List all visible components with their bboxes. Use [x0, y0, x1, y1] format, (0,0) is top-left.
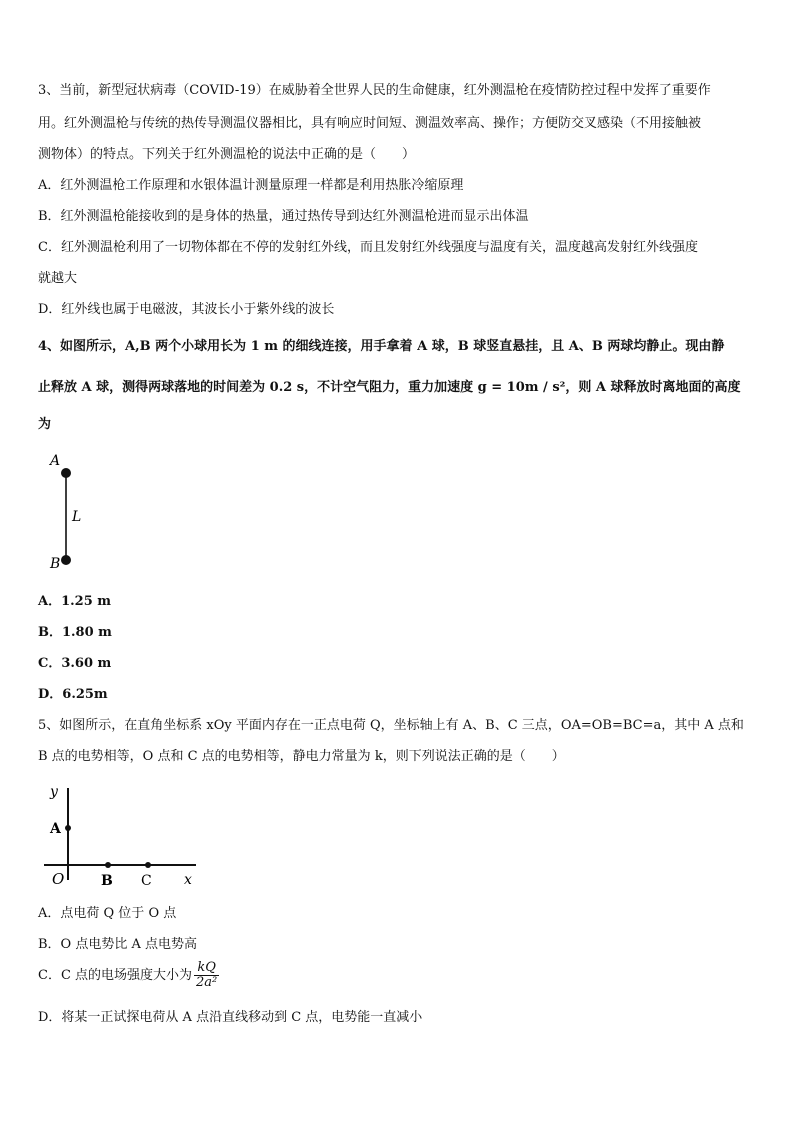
q3-stem-line-2: 用。红外测温枪与传统的热传导测温仪器相比，具有响应时间短、测温效率高、操作；方便防交叉感染（不用接触被: [38, 116, 702, 131]
q4-option-d: D．6.25m: [38, 687, 108, 702]
q4-option-b: B．1.80 m: [38, 625, 112, 640]
q3-option-b: B．红外测温枪能接收到的是身体的热量，通过热传导到达红外测温枪进而显示出体温: [38, 209, 529, 224]
q4-label-l: L: [72, 509, 82, 525]
q5-stem-line-1: 5、如图所示，在直角坐标系 xOy 平面内存在一正点电荷 Q，坐标轴上有 A、B、C 三点，OA=OB=BC=a，其中 A 点和: [38, 718, 744, 733]
q4-option-c: C．3.60 m: [38, 656, 112, 671]
q5-option-d: D．将某一正试探电荷从 A 点沿直线移动到 C 点，电势能一直减小: [38, 1010, 423, 1025]
q3-option-c-line-1: C．红外测温枪利用了一切物体都在不停的发射红外线，而且发射红外线强度与温度有关，温度越高发射红外线强度: [38, 240, 698, 255]
q5-label-c: C: [141, 873, 152, 889]
q5-coordinate-figure: [36, 780, 206, 892]
q5-fraction-numerator: kQ: [194, 961, 219, 976]
q4-ball-b: [61, 555, 71, 565]
q5-option-a: A．点电荷 Q 位于 O 点: [38, 906, 177, 921]
q5-stem-line-2: B 点的电势相等，O 点和 C 点的电势相等，静电力常量为 k，则下列说法正确的是（ ）: [38, 749, 565, 764]
q3-option-a: A．红外测温枪工作原理和水银体温计测量原理一样都是利用热胀冷缩原理: [38, 178, 464, 193]
q4-stem-line-3: 为: [38, 417, 52, 432]
q3-option-d: D．红外线也属于电磁波，其波长小于紫外线的波长: [38, 302, 335, 317]
q4-stem-line-1: 4、如图所示，A,B 两个小球用长为 1 m 的细线连接，用手拿着 A 球，B 球竖直悬挂，且 A、B 两球均静止。现由静: [38, 339, 725, 354]
q5-option-b: B．O 点电势比 A 点电势高: [38, 937, 197, 952]
q5-label-b: B: [101, 873, 113, 889]
q5-label-x: x: [184, 872, 192, 888]
q5-label-y: y: [50, 784, 58, 800]
q5-option-c-fraction: [194, 961, 219, 990]
q4-label-b: B: [50, 556, 61, 572]
q4-stem-line-2: 止释放 A 球，测得两球落地的时间差为 0.2 s，不计空气阻力，重力加速度 g = 10m / s²，则 A 球释放时离地面的高度: [38, 380, 741, 395]
q3-option-c-line-2: 就越大: [38, 271, 78, 286]
q3-stem-line-1: 3、当前，新型冠状病毒（COVID-19）在威胁着全世界人民的生命健康，红外测温枪在疫情防控过程中发挥了重要作: [38, 83, 711, 98]
q4-option-a: A．1.25 m: [38, 594, 112, 609]
q4-label-a: A: [50, 453, 61, 469]
q5-label-a: A: [50, 821, 61, 837]
q5-point-b: [105, 862, 111, 868]
q4-pendulum-figure: [40, 448, 100, 578]
q5-label-o: O: [52, 870, 65, 888]
q3-stem-line-3: 测物体）的特点。下列关于红外测温枪的说法中正确的是（ ）: [38, 147, 416, 162]
q5-option-c-text: C．C 点的电场强度大小为: [38, 968, 193, 983]
q5-fraction-denominator: 2a²: [196, 975, 218, 990]
q5-option-c: [38, 960, 758, 992]
q5-point-a: [65, 825, 71, 831]
q4-ball-a: [61, 468, 71, 478]
q5-point-c: [145, 862, 151, 868]
